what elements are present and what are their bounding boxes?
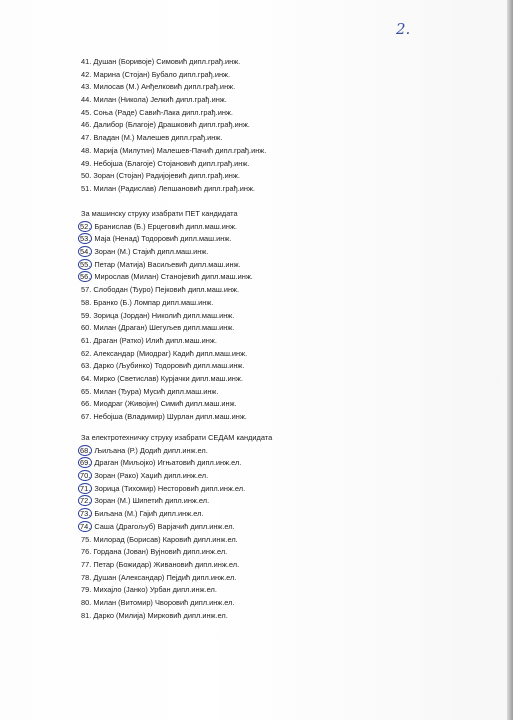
candidate-name: Душан (Александар) Пејдић дипл.инж.ел.	[93, 572, 237, 582]
candidate-name: Небојша (Владимир) Шурлан дипл.маш.инж.	[93, 412, 247, 421]
item-number: 59.	[81, 310, 92, 320]
candidate-name: Небојша (Благоје) Стојановић дипл.грађ.инж.	[93, 158, 250, 168]
item-number: 68.	[80, 445, 91, 455]
list-item	[81, 597, 272, 610]
list-item	[81, 284, 253, 297]
list-item	[81, 233, 253, 246]
list-item	[81, 386, 253, 399]
item-number: 77.	[81, 559, 92, 569]
list-item	[81, 69, 266, 82]
list-item	[81, 495, 272, 508]
item-number: 53.	[80, 234, 91, 244]
candidate-name: Марина (Стојан) Бубало дипл.грађ.инж.	[93, 69, 231, 79]
list-item	[81, 521, 272, 534]
candidate-name: Милан (Витомир) Чворовић дипл.инж.ел.	[93, 597, 235, 607]
candidate-name: Михајло (Јанко) Урбан дипл.инж.ел.	[93, 585, 217, 595]
item-number: 54.	[80, 247, 91, 257]
list-item	[81, 145, 266, 158]
mechanical-heading: За машинску струку изабрати ПЕТ кандидата	[81, 209, 238, 218]
list-item	[81, 246, 253, 259]
item-number: 65.	[81, 386, 92, 396]
list-item	[81, 132, 266, 145]
list-item	[81, 56, 266, 69]
list-item	[81, 297, 253, 310]
candidate-name: Соња (Раде) Савић-Лака дипл.грађ.инж.	[93, 107, 233, 117]
item-number: 63.	[81, 361, 92, 371]
candidate-name: Биљана (М.) Гајић дипл.инж.ел.	[94, 509, 204, 519]
item-number: 70.	[80, 471, 91, 481]
item-number: 44.	[81, 95, 92, 105]
list-item	[81, 584, 272, 597]
candidate-name: Бранислав (Б.) Ерцеговић дипл.маш.инж.	[94, 221, 237, 231]
list-item	[81, 183, 266, 196]
item-number: 46.	[81, 120, 92, 130]
candidate-name: Александар (Миодраг) Кадић дипл.маш.инж.	[93, 348, 248, 358]
item-number: 64.	[81, 373, 92, 383]
candidate-name: Зорица (Јордан) Николић дипл.маш.инж.	[93, 310, 235, 320]
list-item	[81, 559, 272, 572]
candidate-name: Љиљана (Р.) Додић дипл.инж.ел.	[94, 445, 208, 455]
item-number: 50.	[81, 171, 92, 181]
candidate-name: Маја (Ненад) Тодоровић дипл.маш.инж.	[94, 234, 232, 244]
list-item	[81, 546, 272, 559]
candidate-name: Зоран (Стојан) Радијојевић дипл.грађ.инж.	[93, 171, 240, 181]
list-item	[81, 398, 253, 411]
list-item	[81, 335, 253, 348]
item-number: 42.	[81, 69, 92, 79]
list-item	[81, 470, 272, 483]
candidate-name: Дарко (Љубинко) Тодоровић дипл.маш.инж.	[93, 361, 245, 371]
candidate-name: Владан (М.) Малешев дипл.грађ.инж.	[93, 133, 223, 143]
list-item	[81, 158, 266, 171]
item-number: 79.	[81, 585, 92, 595]
list-item	[81, 360, 253, 373]
list-item	[81, 610, 272, 623]
candidate-name: Драган (Ратко) Илић дипл.маш.инж.	[93, 335, 217, 345]
item-number: 78.	[81, 572, 92, 582]
mechanical-section	[81, 208, 253, 424]
item-number: 74.	[80, 521, 91, 531]
item-number: 52.	[80, 221, 91, 231]
candidate-name: Мирослав (Милан) Станојевић дипл.маш.инж.	[94, 272, 253, 282]
scan-edge	[507, 0, 513, 720]
candidate-name: Милан (Драган) Шегуљев дипл.маш.инж.	[93, 323, 235, 333]
candidate-name: Дарко (Милија) Мирковић дипл.инж.ел.	[93, 610, 228, 620]
item-number: 48.	[81, 145, 92, 155]
candidate-name: Бранко (Б.) Ломпар дипл.маш.инж.	[93, 297, 214, 307]
item-number: 41.	[81, 57, 92, 66]
list-item	[81, 271, 253, 284]
list-item	[81, 259, 253, 272]
candidate-name: Зоран (М.) Стајић дипл.маш.инж.	[94, 247, 209, 257]
candidate-name: Петар (Матија) Васиљевић дипл.маш.инж.	[94, 259, 241, 269]
candidate-name: Слободан (Ђуро) Пејковић дипл.маш.инж.	[93, 285, 240, 295]
item-number: 66.	[81, 399, 92, 409]
candidate-name: Далибор (Благоје) Драшковић дипл.грађ.инж.	[93, 120, 250, 130]
electrical-section	[81, 432, 272, 622]
item-number: 71.	[80, 483, 91, 493]
candidate-name: Зорица (Тихомир) Несторовић дипл.инж.ел.	[94, 483, 246, 493]
candidate-name: Гордана (Јован) Вујновић дипл.инж.ел.	[93, 547, 228, 557]
list-item	[81, 457, 272, 470]
list-item	[81, 348, 253, 361]
list-item	[81, 373, 253, 386]
item-number: 51.	[81, 183, 92, 193]
page-number: 2.	[396, 20, 411, 38]
list-item	[81, 483, 272, 496]
list-item	[81, 322, 253, 335]
list-item	[81, 310, 253, 323]
candidate-name: Зоран (М.) Шипетић дипл.инж.ел.	[94, 496, 210, 506]
item-number: 43.	[81, 82, 92, 92]
item-number: 62.	[81, 348, 92, 358]
item-number: 55.	[80, 259, 91, 269]
candidate-name: Марија (Милутин) Малешев-Пачић дипл.грађ.инж.	[93, 145, 267, 155]
candidate-name: Милан (Радислав) Лепшановић дипл.грађ.инж.	[93, 183, 255, 193]
list-item	[81, 221, 253, 234]
candidate-name: Петар (Божидар) Живановић дипл.инж.ел.	[93, 559, 240, 569]
item-number: 72.	[80, 496, 91, 506]
electrical-heading: За електротехничку струку изабрати СЕДАМ кандидата	[81, 433, 273, 442]
candidate-name: Миодраг (Живојин) Симић дипл.маш.инж.	[93, 399, 237, 409]
item-number: 45.	[81, 107, 92, 117]
item-number: 60.	[81, 323, 92, 333]
item-number: 67.	[81, 412, 92, 421]
civil-list	[81, 56, 266, 196]
item-number: 57.	[81, 285, 92, 295]
list-item	[81, 94, 266, 107]
list-item	[81, 534, 272, 547]
list-item	[81, 411, 253, 424]
list-item	[81, 119, 266, 132]
item-number: 75.	[81, 534, 92, 544]
candidate-name: Саша (Драгољуб) Варјачић дипл.инж.ел.	[94, 521, 235, 531]
item-number: 58.	[81, 297, 92, 307]
item-number: 76.	[81, 547, 92, 557]
list-item	[81, 445, 272, 458]
list-item	[81, 81, 266, 94]
candidate-name: Милорад (Борисав) Каровић дипл.инж.ел.	[93, 534, 238, 544]
list-item	[81, 170, 266, 183]
list-item	[81, 572, 272, 585]
candidate-name: Милан (Никола) Јелкић дипл.грађ.инж.	[93, 95, 227, 105]
item-number: 80.	[81, 597, 92, 607]
item-number: 47.	[81, 133, 92, 143]
item-number: 81.	[81, 610, 92, 620]
candidate-name: Душан (Боривоје) Симовић дипл.грађ.инж.	[93, 57, 241, 66]
item-number: 61.	[81, 335, 92, 345]
list-item	[81, 107, 266, 120]
candidate-name: Зоран (Рако) Хаџић дипл.инж.ел.	[94, 471, 209, 481]
item-number: 56.	[80, 272, 91, 282]
item-number: 69.	[80, 458, 91, 468]
item-number: 73.	[80, 509, 91, 519]
candidate-name: Милан (Ђура) Мусић дипл.маш.инж.	[93, 386, 219, 396]
candidate-name: Драган (Миљојко) Игњатовић дипл.инж.ел.	[94, 458, 242, 468]
list-item	[81, 508, 272, 521]
item-number: 49.	[81, 158, 92, 168]
candidate-name: Мирко (Светислав) Курјачки дипл.маш.инж.	[93, 373, 243, 383]
candidate-name: Милосав (М.) Анђелковић дипл.грађ.инж.	[93, 82, 236, 92]
